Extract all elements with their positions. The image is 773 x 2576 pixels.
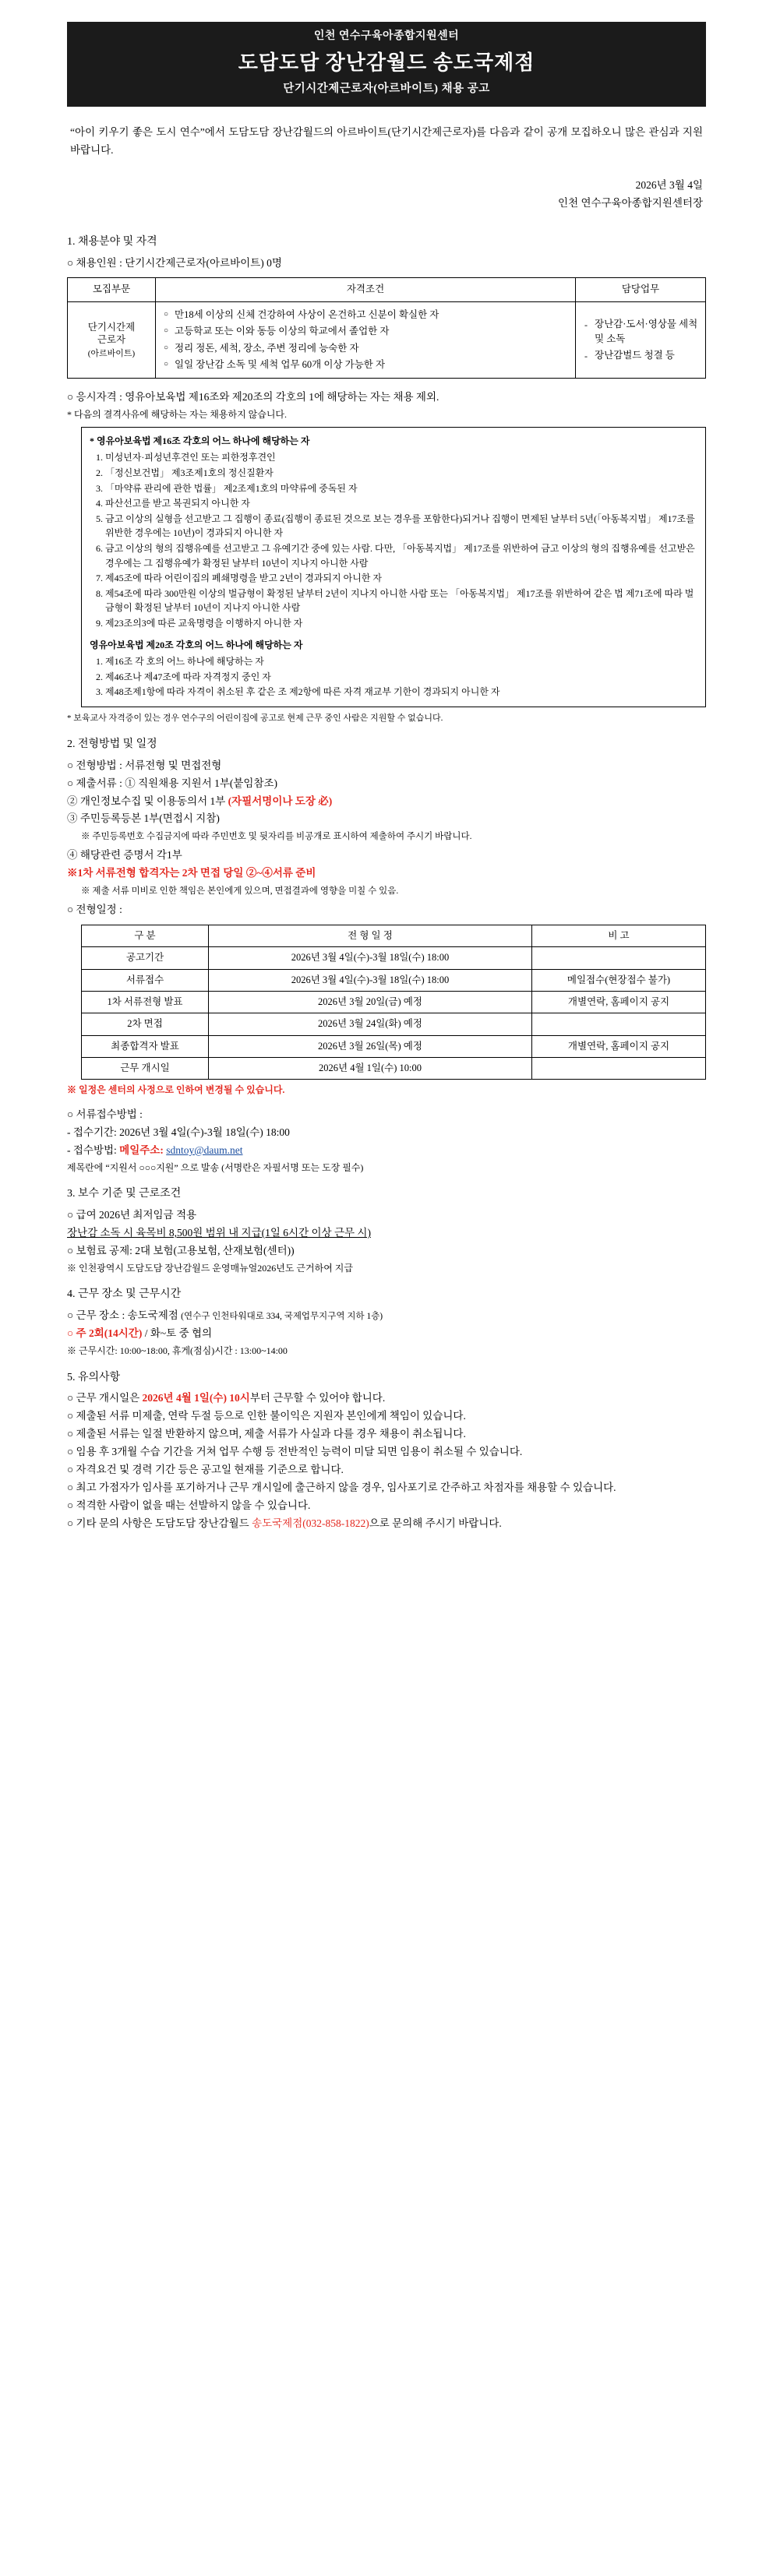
table-row: [82, 1058, 706, 1080]
sched-date: 2026년 3월 24일(화) 예정: [209, 1013, 532, 1035]
schedule-change-warning: ※ 일정은 센터의 사정으로 인하여 변경될 수 있습니다.: [67, 1084, 285, 1096]
header-title: 도담도담 장난감월드 송도국제점: [238, 51, 535, 74]
section-1-title: 1. 채용분야 및 자격: [67, 235, 157, 248]
article16-item: 7. 제45조에 따라 어린이집의 폐쇄명령을 받고 2년이 경과되지 아니한 자: [105, 571, 697, 586]
insurance-line: ○ 보험료 공제: 2대 보험(고용보험, 산재보험(센터)): [67, 1244, 295, 1256]
notice-item-3: ○ 제출된 서류는 일절 반환하지 않으며, 제출 서류가 사실과 다를 경우 채용이 취소됩니다.: [67, 1428, 466, 1440]
documents-1: ○ 제출서류 : ① 직원채용 지원서 1부(붙임참조): [67, 777, 278, 789]
article16-item: 5. 금고 이상의 실형을 선고받고 그 집행이 종료(집행이 종료된 것으로 보는 경우를 포함한다)되거나 집행이 면제된 날부터 5년(「아동복지법」 제17조를 위반한 경우에는 10년)이 경과되지 아니한 자: [105, 512, 697, 541]
incomplete-docs-note: ※ 제출 서류 미비로 인한 책임은 본인에게 있으며, 면접결과에 영향을 미칠 수 있음.: [81, 886, 399, 897]
submission-method-label: ○ 서류접수방법 :: [67, 1108, 143, 1120]
privacy-note: ※ 주민등록번호 수집금지에 따라 주민번호 및 뒷자리를 비공개로 표시하여 제출하여 주시기 바랍니다.: [81, 832, 472, 842]
sched-date: 2026년 4월 1일(수) 10:00: [209, 1058, 532, 1080]
sched-col-date: 전 형 일 정: [209, 925, 532, 946]
documents-2-text: ② 개인정보수집 및 이용동의서 1부: [67, 795, 226, 807]
col-header-category: 모집부문: [68, 278, 156, 301]
article20-item: 3. 제48조제1항에 따라 자격이 취소된 후 같은 조 제2항에 따른 자격 재교부 기한이 경과되지 아니한 자: [105, 685, 697, 700]
sched-remark: 개별연락, 홈페이지 공지: [532, 1035, 706, 1057]
table-row: [82, 1035, 706, 1057]
notice-item-4-text: 임용 후 3개월 수습 기간을 거쳐 업무 수행 등 전반적인 능력이 미달 되면 임용이 취소될 수 있습니다.: [76, 1445, 523, 1457]
qualification-table: [67, 277, 706, 379]
work-location: ○ 근무 장소 : 송도국제점: [67, 1309, 178, 1322]
notice-item-5: ○ 자격요건 및 경력 기간 등은 공고일 현재를 기준으로 합니다.: [67, 1463, 344, 1475]
article16-item: 9. 제23조의3에 따른 교육명령을 이행하지 아니한 자: [105, 616, 697, 631]
notice-item-7-text: 적격한 사람이 없을 때는 선발하지 않을 수 있습니다.: [76, 1499, 311, 1511]
documents-2-emphasis: (자필서명이나 도장 必): [228, 795, 333, 807]
table-row: [82, 991, 706, 1013]
notice-item-6: ○ 최고 가점자가 임사를 포기하거나 근무 개시일에 출근하지 않을 경우, 임사포기로 간주하고 차점자를 채용할 수 있습니다.: [67, 1481, 616, 1493]
work-days-row: [67, 1326, 706, 1342]
documents-2: [67, 794, 706, 810]
notice-item-6-text: 최고 가점자가 임사를 포기하거나 근무 개시일에 출근하지 않을 경우, 임사포기로 간주하고 차점자를 채용할 수 있습니다.: [76, 1481, 616, 1493]
article16-item: 3. 「마약류 관리에 관한 법률」 제2조제1호의 마약류에 중독된 자: [105, 481, 697, 496]
col-header-duty: 담당업무: [576, 278, 706, 301]
salary-line: ○ 급여 2026년 최저임금 적용: [67, 1209, 197, 1221]
notice-item-8: ○ 기타 문의 사항은 도담도담 장난감월드 송도국제점(032-858-1822)으로 문의해 주시기 바랍니다.: [67, 1517, 502, 1529]
schedule-table: [81, 925, 706, 1080]
section-1-headcount: ○ 채용인원 : 단기시간제근로자(아르바이트) 0명: [67, 256, 282, 269]
sched-division: 근무 개시일: [82, 1058, 209, 1080]
notice-item-1: ○ 근무 개시일은 2026년 4월 1일(수) 10시부터 근무할 수 있어야 합니다.: [67, 1392, 386, 1404]
col-header-conditions: 자격조건: [156, 278, 576, 301]
article16-item: 1. 미성년자·피성년후견인 또는 피한정후견인: [105, 450, 697, 465]
section-2-title: 2. 전형방법 및 일정: [67, 738, 157, 750]
sched-division: 서류접수: [82, 969, 209, 991]
article20-item: 1. 제16조 각 호의 어느 하나에 해당하는 자: [105, 654, 697, 669]
article16-item: 8. 제54조에 따라 300만원 이상의 벌금형이 확정된 날부터 2년이 지나지 아니한 사람 또는 「아동복지법」 제17조를 위반하여 같은 법 제71조에 따라 벌금형이 확정된 날부터 10년이 지나지 아니한 사람: [105, 587, 697, 615]
notice-item-5-text: 자격요건 및 경력 기간 등은 공고일 현재를 기준으로 합니다.: [76, 1463, 344, 1475]
sched-division: 공고기간: [82, 947, 209, 969]
duty-item: - 장난감벌드 청결 등: [593, 348, 699, 363]
condition-item: ○ 만18세 이상의 신체 건강하여 사상이 온건하고 신분이 확실한 자: [173, 308, 569, 322]
notice-item-7: ○ 적격한 사람이 없을 때는 선발하지 않을 수 있습니다.: [67, 1499, 311, 1511]
sched-col-remark: 비 고: [532, 925, 706, 946]
sched-remark: [532, 947, 706, 969]
sched-division: 1차 서류전형 발표: [82, 991, 209, 1013]
stage1-pass-note: ※1차 서류전형 합격자는 2차 면접 당일 ②~④서류 준비: [67, 867, 316, 879]
section-3-title: 3. 보수 기준 및 근로조건: [67, 1188, 182, 1200]
article16-item: 4. 파산선고를 받고 복권되지 아니한 자: [105, 496, 697, 511]
article16-item: 6. 금고 이상의 형의 집행유예를 선고받고 그 유예기간 중에 있는 사람. 다만, 「아동복지법」 제17조를 위반하여 금고 이상의 형의 집행유예를 선고받은 경우에는 그 집행유예가 확정된 날부터 10년이 지나지 아니한 사람: [105, 541, 697, 570]
eligibility-note: ○ 응시자격 : 영유아보육법 제16조와 제20조의 각호의 1에 해당하는 자는 채용 제외.: [67, 391, 439, 403]
cell-duty: [576, 301, 706, 379]
article16-title: * 영유아보육법 제16조 각호의 어느 하나에 해당하는 자: [90, 435, 310, 446]
manual-note: ※ 인천광역시 도담도담 장난감월드 운영매뉴얼2026년도 근거하여 지급: [67, 1262, 353, 1274]
contact-phone: 송도국제점(032-858-1822): [252, 1517, 369, 1529]
eligibility-subnote: * 다음의 결격사유에 해당하는 자는 채용하지 않습니다.: [67, 409, 288, 421]
condition-item: ○ 일일 장난감 소독 및 세척 업무 60개 이상 가능한 자: [173, 358, 569, 372]
sched-col-division: 구 분: [82, 925, 209, 946]
header-subtitle: 단기시간제근로자(아르바이트) 채용 공고: [283, 82, 490, 95]
table-row: [82, 1013, 706, 1035]
article20-title: 영유아보육법 제20조 각호의 어느 하나에 해당하는 자: [90, 639, 303, 650]
work-days-rest: / 화~토 중 협의: [144, 1327, 213, 1339]
sched-remark: 메일접수(현장접수 불가): [532, 969, 706, 991]
footnote-license: * 보육교사 자격증이 있는 경우 연수구의 어린이집에 공고로 현제 근무 중인 사람은 지원할 수 없습니다.: [67, 713, 443, 723]
condition-item: ○ 고등학교 또는 이와 동등 이상의 학교에서 졸업한 자: [173, 324, 569, 339]
section-4-title: 4. 근무 장소 및 근무시간: [67, 1288, 182, 1301]
cell-category: 단기시간제 근로자 (아르바이트): [68, 301, 156, 379]
sched-date: 2026년 3월 26일(목) 예정: [209, 1035, 532, 1057]
notice-item-3-text: 제출된 서류는 일절 반환하지 않으며, 제출 서류가 사실과 다를 경우 채용이 취소됩니다.: [76, 1428, 466, 1440]
table-row: [82, 947, 706, 969]
documents-3: ③ 주민등록등본 1부(면접시 지참): [67, 812, 220, 825]
issue-date: 2026년 3월 4일: [635, 179, 703, 192]
table-row: [68, 301, 706, 379]
article20-item: 2. 제46조나 제47조에 따라 자격정지 중인 자: [105, 670, 697, 685]
submission-period: - 접수기간: 2026년 3월 4일(수)-3월 18일(수) 18:00: [67, 1126, 290, 1138]
section-5-title: 5. 유의사항: [67, 1371, 121, 1383]
submission-mail-row: [67, 1143, 706, 1159]
submission-method-label-text: - 접수방법:: [67, 1144, 117, 1156]
notice-item-2-text: 제출된 서류 미제출, 연락 두절 등으로 인한 불이익은 지원자 본인에게 책임이 있습니다.: [76, 1410, 466, 1422]
sched-division: 2차 면접: [82, 1013, 209, 1035]
notice-item-2: ○ 제출된 서류 미제출, 연락 두절 등으로 인한 불이익은 지원자 본인에게 책임이 있습니다.: [67, 1410, 466, 1422]
sched-division: 최종합격자 발표: [82, 1035, 209, 1057]
duty-item: - 장난감·도서·영상물 세척 및 소독: [593, 317, 699, 347]
header-org: 인천 연수구육아종합지원센터: [313, 30, 460, 42]
documents-4: ④ 해당관련 증명서 각1부: [67, 849, 182, 862]
cell-conditions: [156, 301, 576, 379]
table-row: [82, 969, 706, 991]
sched-date: 2026년 3월 4일(수)-3월 18일(수) 18:00: [209, 969, 532, 991]
selection-method: ○ 전형방법 : 서류전형 및 면접전형: [67, 759, 222, 771]
notice-start-date: 2026년 4월 1일(수) 10시: [142, 1392, 250, 1404]
notice-item-4: ○ 임용 후 3개월 수습 기간을 거쳐 업무 수행 등 전반적인 능력이 미달 되면 임용이 취소될 수 있습니다.: [67, 1445, 523, 1457]
work-hours: ※ 근무시간: 10:00~18:00, 휴게(점심)시간 : 13:00~14:00: [67, 1344, 288, 1356]
mail-address[interactable]: sdntoy@daum.net: [166, 1144, 243, 1156]
header-banner: [67, 22, 706, 107]
sched-date: 2026년 3월 4일(수)-3월 18일(수) 18:00: [209, 947, 532, 969]
sched-remark: [532, 1058, 706, 1080]
work-location-address: (연수구 인천타워대로 334, 국제업무지구역 지하 1층): [181, 1312, 383, 1322]
disinfect-allowance: 장난감 소독 시 육목비 8,500원 범위 내 지급(1일 6시간 이상 근무 시): [67, 1226, 371, 1239]
schedule-label: ○ 전형일정 :: [67, 903, 122, 915]
work-location-row: [67, 1308, 706, 1324]
disqualification-box: [81, 427, 706, 707]
sched-date: 2026년 3월 20일(금) 예정: [209, 991, 532, 1013]
lead-paragraph: “아이 키우기 좋은 도시 연수”에서 도담도담 장난감월드의 아르바이트(단기시간제근로자)를 다음과 같이 공개 모집하오니 많은 관심과 지원 바랍니다.: [70, 126, 703, 157]
work-days-emphasis: ○ 주 2회(14시간): [67, 1327, 143, 1339]
condition-item: ○ 정리 정돈, 세척, 장소, 주변 정리에 능숙한 자: [173, 341, 569, 356]
sched-remark: 개별연락, 홈페이지 공지: [532, 991, 706, 1013]
article16-item: 2. 「정신보건법」 제3조제1호의 정신질환자: [105, 466, 697, 481]
issuing-organization: 인천 연수구육아종합지원센터장: [558, 196, 703, 209]
submission-subject-rule: 제목란에 “지원서 ○○○지원” 으로 발송 (서명란은 자필서명 또는 도장 필수): [67, 1161, 364, 1173]
sched-remark: [532, 1013, 706, 1035]
mail-label: 메일주소:: [119, 1144, 164, 1156]
